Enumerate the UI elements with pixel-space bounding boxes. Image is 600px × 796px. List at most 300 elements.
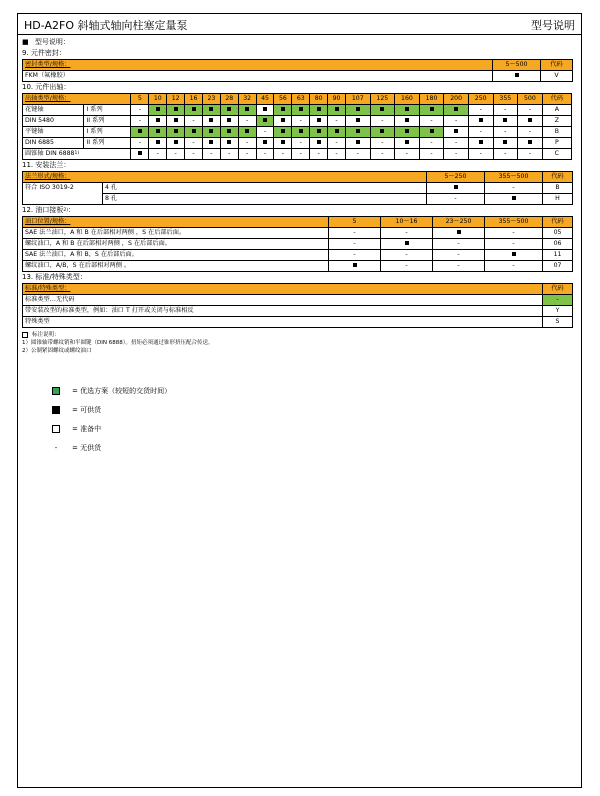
row-code: Y: [543, 306, 573, 317]
available-marker: [528, 118, 532, 122]
available-marker: [317, 140, 321, 144]
preferred-marker: [430, 107, 434, 111]
port-table-header: [23, 217, 573, 228]
available-marker: [405, 241, 409, 245]
preferred-marker: [454, 107, 458, 111]
port-table: [22, 216, 573, 272]
availability-cell: -: [238, 116, 256, 127]
availability-cell: -: [202, 149, 220, 160]
header-code: 代码: [542, 94, 571, 105]
available-swatch-icon: [52, 406, 60, 414]
header-size: 90: [328, 94, 346, 105]
available-marker: [454, 185, 458, 189]
preferred-marker: [192, 129, 196, 133]
availability-cell: [395, 116, 420, 127]
availability-cell: -: [328, 116, 346, 127]
available-marker: [209, 118, 213, 122]
header-size: 355: [493, 94, 518, 105]
header-size: 16: [185, 94, 203, 105]
availability-cell: [345, 127, 370, 138]
notes: [22, 331, 577, 355]
row-code: B: [542, 127, 571, 138]
available-marker: [405, 140, 409, 144]
availability-cell: [220, 116, 238, 127]
availability-cell: [328, 127, 346, 138]
page-content: [18, 35, 581, 457]
available-marker: [454, 129, 458, 133]
availability-cell: [345, 116, 370, 127]
preferred-marker: [380, 107, 384, 111]
availability-cell: [395, 127, 420, 138]
availability-cell: -: [518, 105, 543, 116]
availability-cell: -: [370, 138, 395, 149]
availability-cell: -: [370, 149, 395, 160]
availability-cell: [485, 194, 543, 205]
table-row: [23, 194, 573, 205]
shaft-name-cell: [23, 149, 131, 160]
header-size: 107: [345, 94, 370, 105]
availability-cell: -: [256, 149, 274, 160]
header-size: 23: [202, 94, 220, 105]
header-size: 80: [310, 94, 328, 105]
header-size: 32: [238, 94, 256, 105]
row-code: 05: [543, 228, 573, 239]
shaft-name: 平键轴: [23, 127, 84, 138]
preferred-marker: [317, 107, 321, 111]
availability-cell: -: [292, 116, 310, 127]
availability-cell: [131, 127, 149, 138]
availability-cell: [468, 116, 493, 127]
table-row: [23, 295, 573, 306]
table-row: [23, 183, 573, 194]
table-row: [23, 127, 572, 138]
row-label: FKM（氟橡胶）: [23, 71, 493, 82]
row-code: 07: [543, 261, 573, 272]
available-marker: [227, 118, 231, 122]
header-label: 油口位置/规格：: [23, 217, 329, 228]
available-marker: [138, 151, 142, 155]
header-size: 10～16: [381, 217, 433, 228]
row-label: 带安装改型的标准类型，例如：油口 T 打开或关闭与标准相反: [23, 306, 543, 317]
preferred-marker: [281, 107, 285, 111]
availability-cell: -: [238, 149, 256, 160]
preferred-marker: [430, 129, 434, 133]
availability-cell: [493, 71, 541, 82]
shaft-series: II 系列: [84, 138, 131, 149]
table-row: [23, 239, 573, 250]
availability-cell: -: [485, 228, 543, 239]
availability-cell: [518, 116, 543, 127]
availability-cell: [238, 127, 256, 138]
availability-cell: [149, 138, 167, 149]
section-12-title-colon: ：: [67, 206, 75, 214]
availability-cell: [220, 138, 238, 149]
header-size: 5: [131, 94, 149, 105]
preferred-marker: [138, 129, 142, 133]
availability-cell: [468, 138, 493, 149]
availability-cell: [433, 228, 485, 239]
legend-item: [52, 419, 577, 438]
header-size: 5～500: [493, 60, 541, 71]
preferred-marker: [227, 107, 231, 111]
availability-cell: -: [493, 149, 518, 160]
header-label: 出轴类型/规格：: [23, 94, 131, 105]
available-marker: [174, 118, 178, 122]
flange-holes: 8 孔: [103, 194, 427, 205]
availability-cell: [238, 105, 256, 116]
availability-cell: [274, 138, 292, 149]
notes-head-text: 标注说明：: [32, 332, 60, 338]
availability-cell: [202, 116, 220, 127]
availability-cell: -: [395, 149, 420, 160]
legend-item: [52, 381, 577, 400]
availability-cell: [220, 105, 238, 116]
availability-cell: -: [329, 239, 381, 250]
available-marker: [263, 140, 267, 144]
availability-cell: [149, 105, 167, 116]
legend: [52, 381, 577, 457]
header-code: 代码: [543, 217, 573, 228]
preferred-marker: [299, 129, 303, 133]
availability-cell: -: [328, 149, 346, 160]
available-marker: [281, 140, 285, 144]
availability-cell: -: [256, 127, 274, 138]
availability-cell: [370, 105, 395, 116]
availability-cell: -: [329, 228, 381, 239]
availability-cell: -: [444, 149, 469, 160]
availability-cell: -: [493, 105, 518, 116]
availability-cell: -: [518, 149, 543, 160]
row-label: 螺纹油口，A 和 B 在后部相对两侧 ，S 在后部后面。: [23, 239, 329, 250]
preferred-marker: [227, 129, 231, 133]
availability-cell: [381, 239, 433, 250]
availability-cell: [292, 127, 310, 138]
bullet-icon: ■: [22, 38, 29, 46]
row-code: V: [541, 71, 573, 82]
available-marker: [263, 107, 267, 111]
header-size: 250: [468, 94, 493, 105]
not-available-dash-icon: -: [54, 443, 58, 452]
availability-cell: -: [292, 149, 310, 160]
header-size: 5: [329, 217, 381, 228]
table-row: [23, 306, 573, 317]
available-marker: [479, 118, 483, 122]
header-size: 500: [518, 94, 543, 105]
availability-cell: [292, 105, 310, 116]
section-11-title: 11. 安装法兰：: [22, 161, 71, 169]
legend-text: = 可供货: [72, 405, 102, 414]
header-code: 代码: [543, 172, 573, 183]
availability-cell: -: [220, 149, 238, 160]
preferred-marker: [356, 107, 360, 111]
row-code: -: [543, 295, 573, 306]
seal-table-header: [23, 60, 573, 71]
preferred-marker: [405, 107, 409, 111]
intro-text: 型号说明：: [34, 38, 70, 46]
note-box-icon: [22, 332, 28, 338]
availability-cell: -: [345, 149, 370, 160]
header-code: 代码: [543, 284, 573, 295]
availability-cell: [185, 105, 203, 116]
section-13-title: 13. 标准/特殊类型：: [22, 273, 87, 281]
header-size: 5～250: [427, 172, 485, 183]
table-row: [23, 149, 572, 160]
shaft-name: 圆锥轴 DIN 6888: [25, 150, 75, 157]
availability-cell: [395, 105, 420, 116]
availability-cell: [444, 105, 469, 116]
available-marker: [512, 252, 516, 256]
availability-cell: -: [131, 138, 149, 149]
header-size: 200: [444, 94, 469, 105]
legend-item: [52, 400, 577, 419]
flange-table-header: [23, 172, 573, 183]
header-size: 355～500: [485, 172, 543, 183]
availability-cell: -: [433, 239, 485, 250]
available-marker: [317, 118, 321, 122]
availability-cell: [256, 138, 274, 149]
flange-standard: 符合 ISO 3019-2: [23, 183, 103, 205]
header-size: 160: [395, 94, 420, 105]
available-marker: [209, 140, 213, 144]
row-label: SAE 法兰油口，A 和 B 在后部相对两侧 ，S 在后部后面。: [23, 228, 329, 239]
shaft-series: I 系列: [84, 127, 131, 138]
available-marker: [156, 118, 160, 122]
availability-cell: [256, 116, 274, 127]
section-9-title: 9. 元件密封：: [22, 49, 66, 57]
type-table-header: [23, 284, 573, 295]
row-code: B: [543, 183, 573, 194]
catalog-page: [17, 13, 582, 788]
availability-cell: -: [444, 116, 469, 127]
header-code: 代码: [541, 60, 573, 71]
header-size: 12: [167, 94, 185, 105]
availability-cell: [345, 105, 370, 116]
row-code: A: [542, 105, 571, 116]
available-marker: [353, 263, 357, 267]
preferred-marker: [209, 107, 213, 111]
table-row: [23, 105, 572, 116]
preferred-marker: [245, 129, 249, 133]
availability-cell: -: [149, 149, 167, 160]
availability-cell: -: [485, 183, 543, 194]
availability-cell: -: [419, 138, 444, 149]
legend-item: [52, 438, 577, 457]
table-row: [23, 261, 573, 272]
row-label: 螺纹油口，A/B，S 在后部相对两侧 。: [23, 261, 329, 272]
available-marker: [356, 118, 360, 122]
preferred-marker: [174, 129, 178, 133]
preferred-marker: [192, 107, 196, 111]
availability-cell: [310, 138, 328, 149]
notes-heading: [22, 331, 577, 339]
preferred-marker: [299, 107, 303, 111]
flange-table: [22, 171, 573, 205]
flange-holes: 4 孔: [103, 183, 427, 194]
in-preparation-swatch-icon: [52, 425, 60, 433]
availability-cell: [167, 127, 185, 138]
availability-cell: [185, 127, 203, 138]
availability-cell: -: [468, 105, 493, 116]
availability-cell: [419, 105, 444, 116]
availability-cell: [149, 116, 167, 127]
availability-cell: -: [493, 127, 518, 138]
header-size: 45: [256, 94, 274, 105]
preferred-marker: [335, 129, 339, 133]
availability-cell: -: [329, 250, 381, 261]
availability-cell: [149, 127, 167, 138]
section-12-title: [22, 205, 577, 216]
preferred-marker: [156, 107, 160, 111]
row-label: SAE 法兰油口，A 和 B，S 在后部后面。: [23, 250, 329, 261]
availability-cell: -: [468, 149, 493, 160]
availability-cell: -: [274, 149, 292, 160]
footnote-ref: 1): [74, 151, 80, 156]
available-marker: [405, 118, 409, 122]
availability-cell: [427, 183, 485, 194]
availability-cell: [167, 116, 185, 127]
availability-cell: -: [328, 138, 346, 149]
available-marker: [227, 140, 231, 144]
available-marker: [528, 140, 532, 144]
availability-cell: [310, 116, 328, 127]
availability-cell: -: [238, 138, 256, 149]
preferred-marker: [156, 129, 160, 133]
header-label: 标准/特殊类型：: [23, 284, 543, 295]
availability-cell: -: [310, 149, 328, 160]
shaft-name: DIN 5480: [23, 116, 84, 127]
available-marker: [156, 140, 160, 144]
available-marker: [281, 118, 285, 122]
availability-cell: [274, 127, 292, 138]
availability-cell: [493, 116, 518, 127]
header-size: 355～500: [485, 217, 543, 228]
header-size: 23～250: [433, 217, 485, 228]
preferred-marker: [380, 129, 384, 133]
header-size: 10: [149, 94, 167, 105]
availability-cell: -: [419, 149, 444, 160]
table-row: [23, 116, 572, 127]
preferred-swatch-icon: [52, 387, 60, 395]
available-marker: [457, 230, 461, 234]
section-label: 型号说明: [531, 19, 575, 32]
available-marker: [503, 118, 507, 122]
availability-cell: -: [433, 250, 485, 261]
table-row: [23, 71, 573, 82]
preferred-marker: [317, 129, 321, 133]
availability-cell: [256, 105, 274, 116]
preferred-marker: [405, 129, 409, 133]
shaft-table-header: [23, 94, 572, 105]
header-label: 法兰形式/规格：: [23, 172, 427, 183]
availability-cell: -: [131, 105, 149, 116]
availability-cell: -: [370, 116, 395, 127]
available-marker: [512, 196, 516, 200]
header-size: 28: [220, 94, 238, 105]
row-code: S: [543, 317, 573, 328]
availability-cell: [274, 105, 292, 116]
preferred-marker: [356, 129, 360, 133]
header-size: 56: [274, 94, 292, 105]
availability-cell: [310, 105, 328, 116]
header-size: 63: [292, 94, 310, 105]
header-label: 密封类型/规格：: [23, 60, 493, 71]
availability-cell: [202, 127, 220, 138]
intro-heading: [22, 37, 577, 48]
availability-cell: [395, 138, 420, 149]
legend-text: = 准备中: [72, 424, 102, 433]
header-size: 125: [370, 94, 395, 105]
preferred-marker: [209, 129, 213, 133]
availability-cell: -: [433, 261, 485, 272]
availability-cell: -: [419, 116, 444, 127]
availability-cell: -: [185, 149, 203, 160]
footnote-ref: 2): [63, 208, 68, 213]
availability-cell: -: [468, 127, 493, 138]
shaft-name: DIN 6885: [23, 138, 84, 149]
availability-cell: [444, 127, 469, 138]
availability-cell: [310, 127, 328, 138]
availability-cell: [167, 105, 185, 116]
availability-cell: [419, 127, 444, 138]
available-marker: [356, 140, 360, 144]
header-size: 180: [419, 94, 444, 105]
row-label: 标准类型…无代码: [23, 295, 543, 306]
row-code: Z: [542, 116, 571, 127]
availability-cell: [518, 138, 543, 149]
shaft-table: [22, 93, 572, 160]
table-row: [23, 317, 573, 328]
availability-cell: -: [485, 239, 543, 250]
preferred-marker: [174, 107, 178, 111]
availability-cell: [274, 116, 292, 127]
availability-cell: -: [381, 250, 433, 261]
type-table: [22, 283, 573, 328]
preferred-marker: [335, 107, 339, 111]
legend-text: = 无供货: [72, 443, 102, 452]
availability-cell: [202, 138, 220, 149]
availability-cell: -: [381, 261, 433, 272]
availability-cell: -: [427, 194, 485, 205]
availability-cell: -: [444, 138, 469, 149]
section-12-title-text: 12. 油口接板: [22, 206, 64, 214]
preferred-marker: [245, 107, 249, 111]
availability-cell: [485, 250, 543, 261]
row-code: C: [542, 149, 571, 160]
row-label: 特殊类型: [23, 317, 543, 328]
available-marker: [479, 140, 483, 144]
section-10-title: 10. 元件出轴：: [22, 83, 71, 91]
availability-cell: -: [185, 116, 203, 127]
note-item: 2）公制紧固螺纹或螺纹油口: [22, 348, 92, 354]
shaft-name: 花键轴: [23, 105, 84, 116]
row-code: H: [543, 194, 573, 205]
availability-cell: -: [381, 228, 433, 239]
seal-table: [22, 59, 573, 82]
available-marker: [503, 140, 507, 144]
availability-cell: -: [292, 138, 310, 149]
availability-cell: -: [131, 116, 149, 127]
page-title: HD-A2FO 斜轴式轴向柱塞定量泵: [24, 19, 188, 32]
table-row: [23, 250, 573, 261]
shaft-series: I 系列: [84, 105, 131, 116]
availability-cell: -: [185, 138, 203, 149]
availability-cell: -: [518, 127, 543, 138]
row-code: P: [542, 138, 571, 149]
table-row: [23, 228, 573, 239]
row-code: 06: [543, 239, 573, 250]
preferred-marker: [263, 118, 267, 122]
availability-cell: [131, 149, 149, 160]
